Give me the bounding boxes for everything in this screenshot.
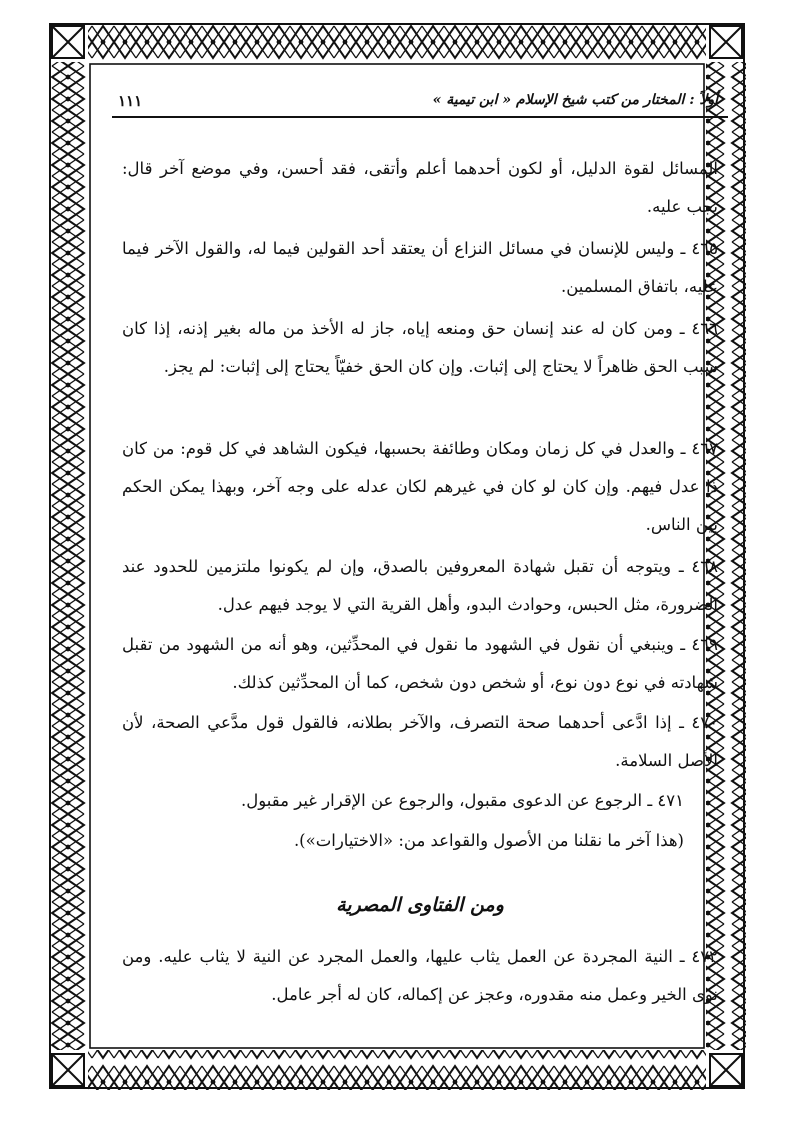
paragraph-470: ٤٧٠ ـ إذا ادَّعى أحدهما صحة التصرف، والآخر بطلانه، فالقول قول مدَّعي الصحة، لأن الأصل السلامة. [122, 713, 718, 770]
paragraph-471: ٤٧١ ـ الرجوع عن الدعوى مقبول، والرجوع عن الإقرار غير مقبول. [241, 791, 684, 810]
section-heading: ومن الفتاوى المصرية [336, 894, 504, 916]
paragraph-continuation: المسائل لقوة الدليل، أو لكون أحدهما أعلم وأتقى، فقد أحسن، وفي موضع آخر قال: يجب عليه. [122, 159, 718, 216]
running-header [112, 88, 728, 118]
page-number: ١١١ [118, 92, 143, 110]
paragraph-466: ٤٦٦ ـ ومن كان له عند إنسان حق ومنعه إياه، جاز له الأخذ من ماله بغير إذنه، إذا كان سبب الحق ظاهراً لا يحتاج إلى إثبات. وإن كان الحق خفيّاً يحتاج إلى إثبات: لم يجز. [122, 319, 718, 376]
paragraph-472: ٤٧٢ ـ النية المجردة عن العمل يثاب عليها، والعمل المجرد عن النية لا يثاب عليه. ومن نوى الخير وعمل منه مقدوره، وعجز عن إكماله، كان له أجر عامل. [122, 947, 718, 1004]
paragraph-467: ٤٦٧ ـ والعدل في كل زمان ومكان وطائفة بحسبها، فيكون الشاهد في كل قوم: من كان ذا عدل فيهم. وإن كان لو كان في غيرهم لكان عدله على وجه آخر، وبهذا يمكن الحكم بين الناس. [122, 439, 718, 534]
paragraph-468: ٤٦٨ ـ ويتوجه أن تقبل شهادة المعروفين بالصدق، وإن لم يكونوا ملتزمين للحدود عند الضرورة، مثل الحبس، وحوادث البدو، وأهل القرية التي لا يوجد فيهم عدل. [122, 557, 718, 614]
paragraph-469: ٤٦٩ ـ وينبغي أن نقول في الشهود ما نقول في المحدِّثين، وهو أنه من الشهود من تقبل شهادته في نوع دون نوع، أو شخص دون شخص، كما أن المحدِّثين كذلك. [122, 635, 718, 692]
running-title: أولاً : المختار من كتب شيخ الإسلام « ابن تيمية » [432, 92, 718, 108]
page-content [112, 88, 728, 1048]
paragraph-465: ٤٦٥ ـ وليس للإنسان في مسائل النزاع أن يعتقد أحد القولين فيما له، والقول الآخر فيما عليه، باتفاق المسلمين. [122, 239, 718, 296]
paragraph-source-note: (هذا آخر ما نقلنا من الأصول والقواعد من: «الاختيارات»). [293, 831, 684, 850]
